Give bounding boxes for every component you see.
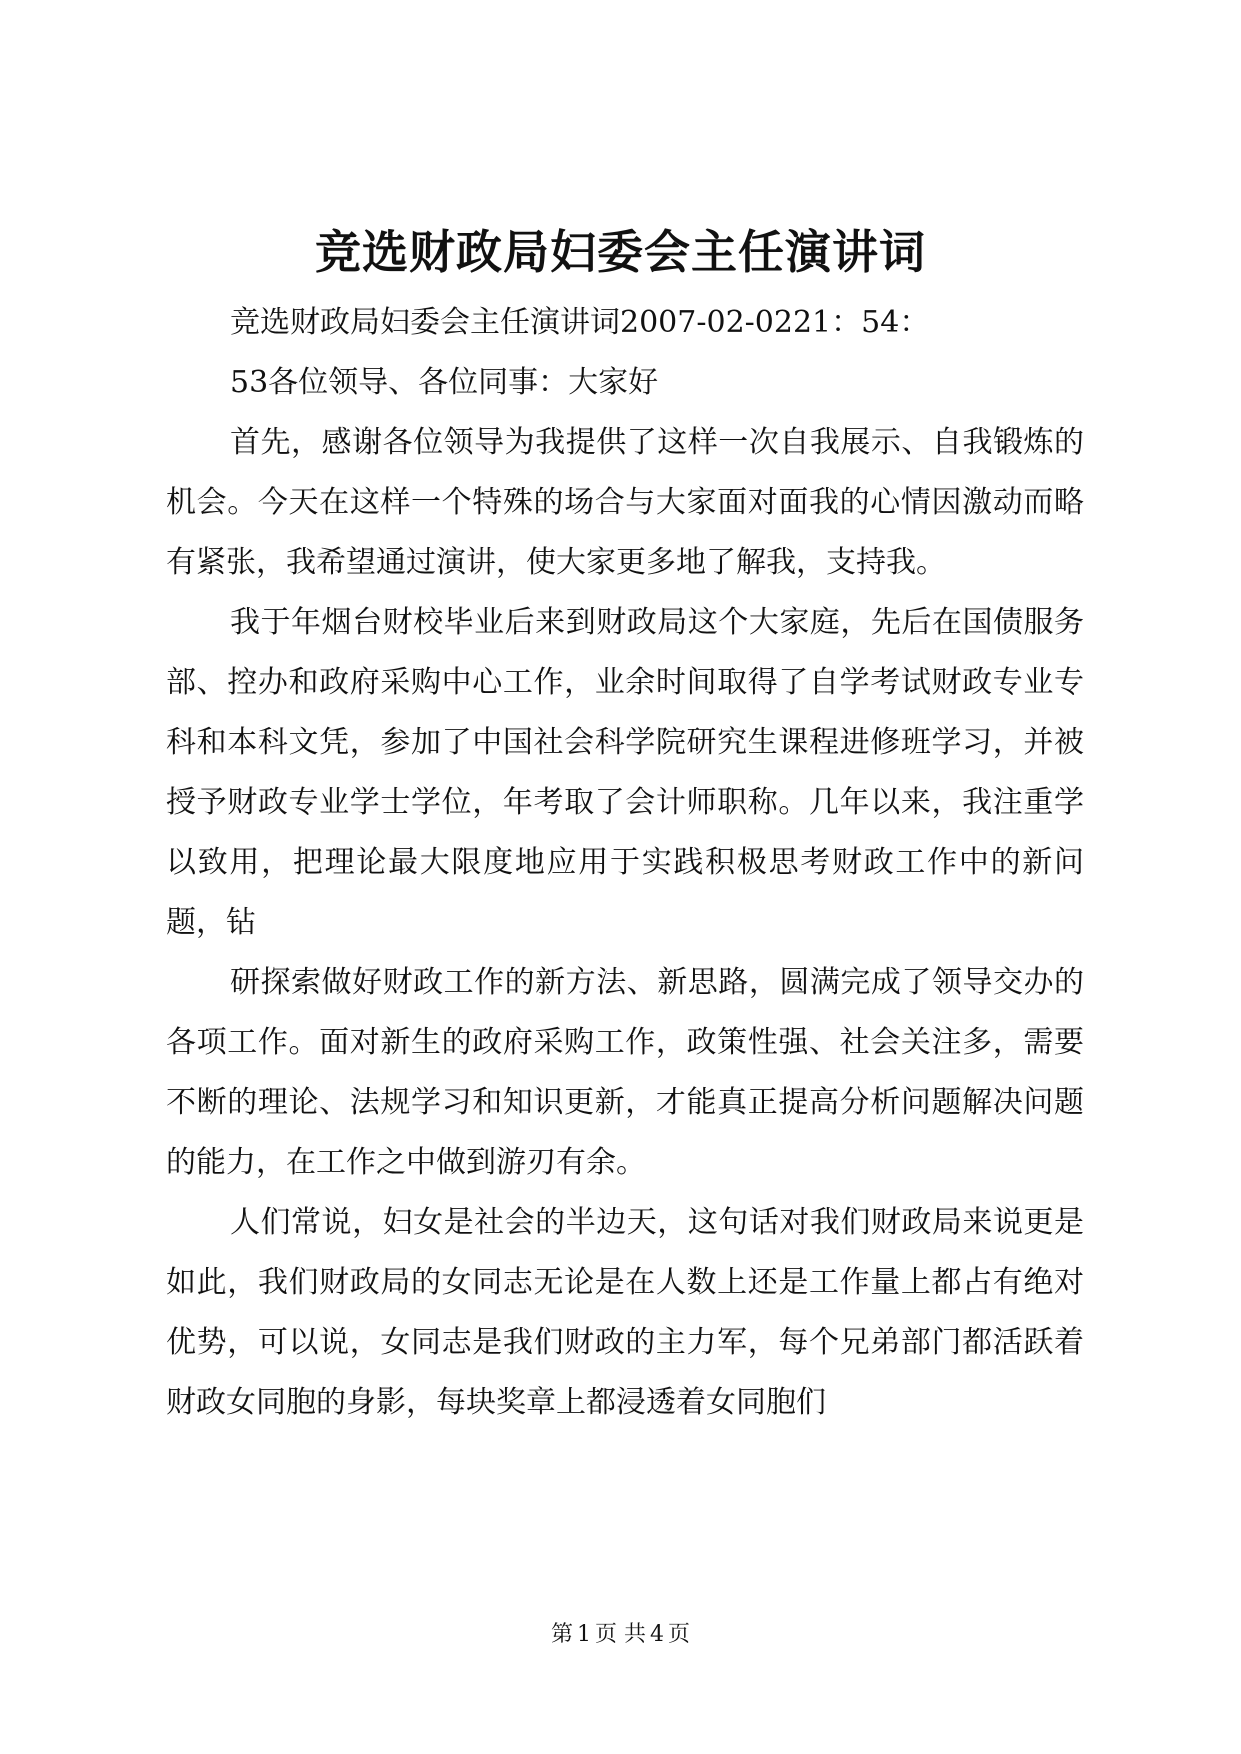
footer-mid: 页 共: [595, 1622, 646, 1647]
footer-prefix: 第: [550, 1622, 573, 1647]
paragraph-3: 研探索做好财政工作的新方法、新思路，圆满完成了领导交办的各项工作。面对新生的政府采购工作，政策性强、社会关注多，需要不断的理论、法规学习和知识更新，才能真正提高分析问题解决问题的能力，在工作之中做到游刃有余。: [166, 965, 1084, 1180]
footer-page-total: 4: [650, 1622, 664, 1647]
page-footer: [0, 1620, 1241, 1650]
paragraph-1: 首先，感谢各位领导为我提供了这样一次自我展示、自我锻炼的机会。今天在这样一个特殊的场合与大家面对面我的心情因激动而略有紧张，我希望通过演讲，使大家更多地了解我，支持我。: [166, 425, 1084, 580]
paragraph-4: 人们常说，妇女是社会的半边天，这句话对我们财政局来说更是如此，我们财政局的女同志无论是在人数上还是工作量上都占有绝对优势，可以说，女同志是我们财政的主力军，每个兄弟部门都活跃着财政女同胞的身影，每块奖章上都浸透着女同胞们: [166, 1205, 1084, 1420]
footer-page-number: 1: [577, 1622, 591, 1647]
paragraph-header-line-2: 53各位领导、各位同事：大家好: [230, 365, 659, 400]
document-title: 竞选财政局妇委会主任演讲词: [315, 225, 926, 279]
document-body: [166, 293, 1084, 1433]
footer-suffix: 页: [668, 1622, 691, 1647]
paragraph-2: 我于年烟台财校毕业后来到财政局这个大家庭，先后在国债服务部、控办和政府采购中心工作，业余时间取得了自学考试财政专业专科和本科文凭，参加了中国社会科学院研究生课程进修班学习，并被授予财政专业学士学位，年考取了会计师职称。几年以来，我注重学以致用，把理论最大限度地应用于实践积极思考财政工作中的新问题，钻: [166, 605, 1084, 940]
paragraph-header-line-1: 竞选财政局妇委会主任演讲词2007-02-0221：54：: [230, 305, 930, 340]
